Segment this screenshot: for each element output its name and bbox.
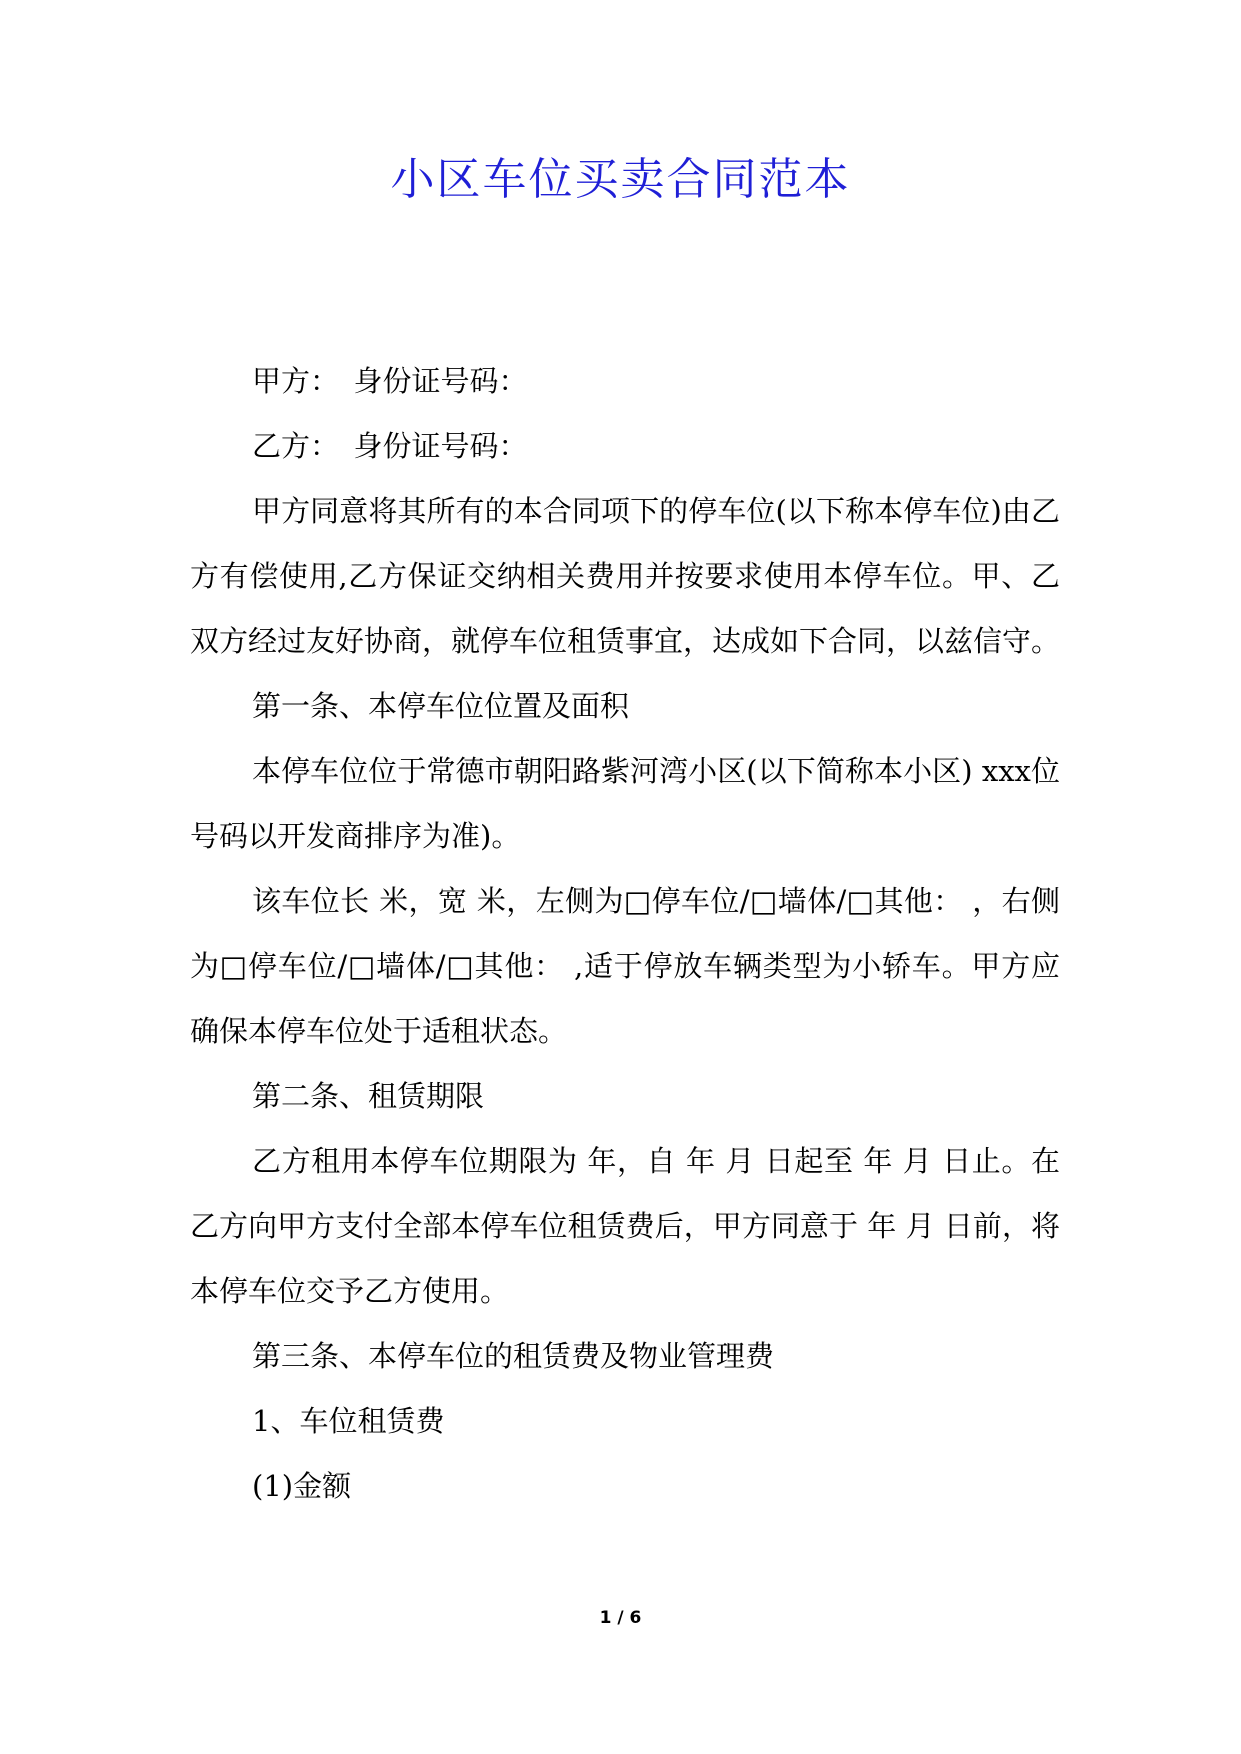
article-3-item-1-amount: (1)金额 — [252, 1469, 352, 1503]
article-2-heading: 第二条、租赁期限 — [252, 1079, 485, 1113]
page-number: 1 / 6 — [599, 1608, 642, 1628]
party-b-line: 乙方： 身份证号码： — [252, 429, 528, 463]
article-3-heading: 第三条、本停车位的租赁费及物业管理费 — [252, 1339, 775, 1373]
document-body — [190, 349, 1060, 1519]
preamble-paragraph: 甲方同意将其所有的本合同项下的停车位(以下称本停车位)由乙方有偿使用,乙方保证交纳相关费用并按要求使用本停车位。甲、乙双方经过友好协商，就停车位租赁事宜，达成如下合同，以兹信守。 — [190, 494, 1061, 658]
article-1-heading: 第一条、本停车位位置及面积 — [252, 689, 630, 723]
party-a-line: 甲方： 身份证号码： — [252, 364, 528, 398]
article-1-location: 本停车位位于常德市朝阳路紫河湾小区(以下简称本小区) xxx位号码以开发商排序为准)。 — [190, 754, 1060, 853]
document-title: 小区车位买卖合同范本 — [390, 154, 851, 205]
article-3-item-1: 1、车位租赁费 — [252, 1404, 445, 1438]
article-1-dimensions: 该车位长 米，宽 米，左侧为□停车位/□墙体/□其他： ，右侧为□停车位/□墙体/□其他： ,适于停放车辆类型为小轿车。甲方应确保本停车位处于适租状态。 — [190, 884, 1060, 1048]
article-2-term: 乙方租用本停车位期限为 年，自 年 月 日起至 年 月 日止。在乙方向甲方支付全部本停车位租赁费后，甲方同意于 年 月 日前，将本停车位交予乙方使用。 — [190, 1144, 1060, 1308]
